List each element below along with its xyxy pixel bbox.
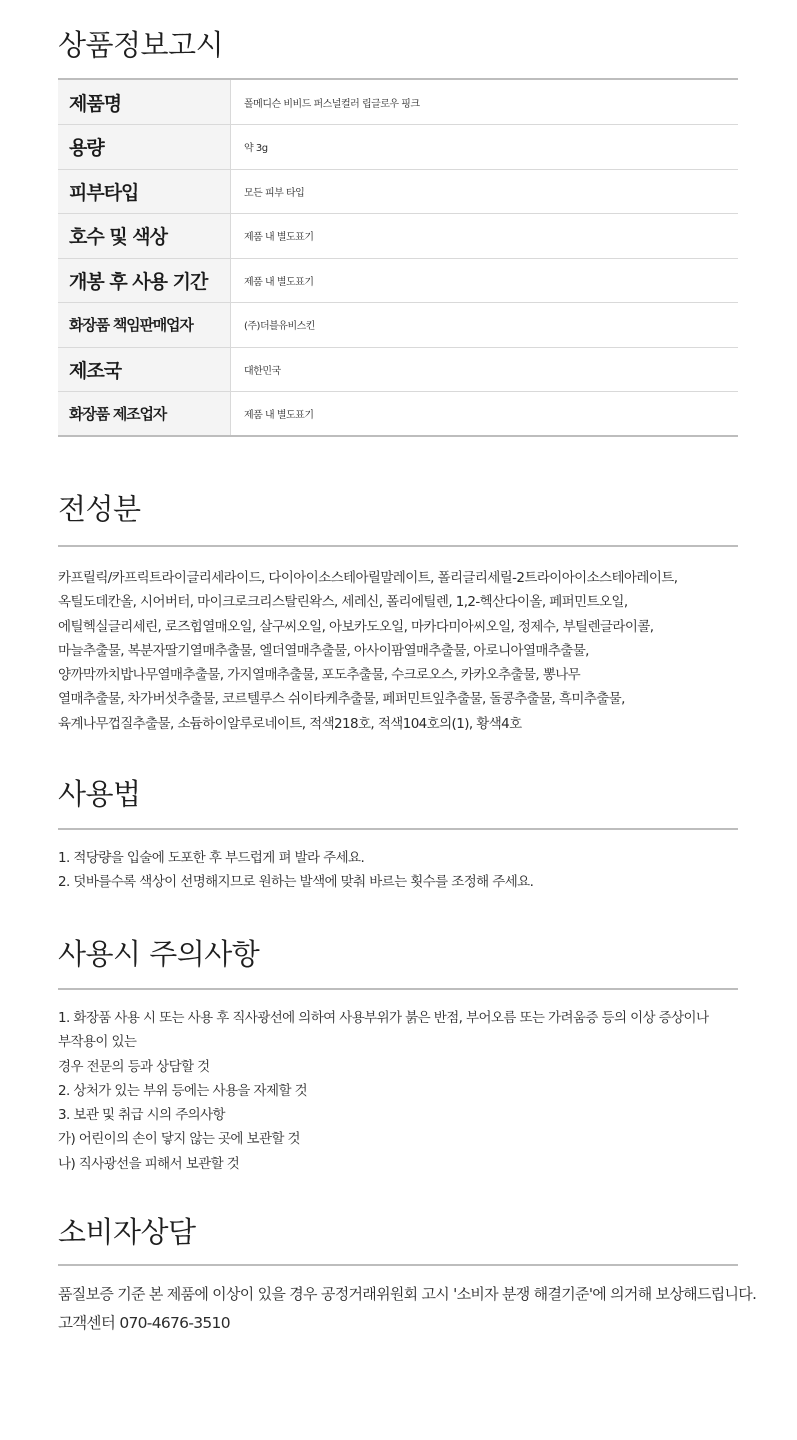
info-value: 제품 내 별도표기 [231, 214, 739, 259]
cautions-line: 나) 직사광선을 피해서 보관할 것 [58, 1155, 240, 1172]
consultation-section [58, 1215, 757, 1332]
usage-line: 2. 덧바를수록 색상이 선명해지므로 원하는 발색에 맞춰 바르는 횟수를 조정해 주세요. [58, 874, 534, 891]
ingredients-line: 마늘추출물, 복분자딸기열매추출물, 엘더열매추출물, 아사이팜열매추출물, 아로니아열매추출물, [58, 642, 589, 659]
info-label: 호수 및 색상 [58, 214, 231, 259]
consultation-rule [58, 1264, 738, 1266]
usage-text [58, 846, 748, 895]
info-value: 제품 내 별도표기 [244, 410, 314, 421]
product-info-title: 상품정보고시 [58, 28, 224, 62]
info-row-capacity [58, 125, 738, 170]
usage-section [58, 777, 738, 891]
cautions-line: 2. 상처가 있는 부위 등에는 사용을 자제할 것 [58, 1082, 308, 1099]
info-row-period-after-opening [58, 258, 738, 303]
info-label: 제품명 [58, 80, 231, 125]
info-label: 화장품 제조업자 [58, 392, 231, 437]
info-label: 피부타입 [58, 169, 231, 214]
product-info-table [58, 80, 738, 437]
info-value: (주)더블유비스킨 [231, 303, 739, 348]
cautions-line: 3. 보관 및 취급 시의 주의사항 [58, 1107, 225, 1124]
info-value: 폴메디슨 비비드 퍼스널컬러 립글로우 핑크 [231, 80, 739, 125]
cautions-line: 부작용이 있는 [58, 1034, 137, 1051]
cautions-line: 가) 어린이의 손이 닿지 않는 곳에 보관할 것 [58, 1131, 301, 1148]
info-value: 제품 내 별도표기 [231, 258, 739, 303]
cautions-line: 1. 화장품 사용 시 또는 사용 후 직사광선에 의하여 사용부위가 붉은 반점, 부어오름 또는 가려움증 등의 이상 증상이나 [58, 1010, 709, 1026]
cautions-rule [58, 988, 738, 990]
ingredients-line: 에틸헥실글리세린, 로즈힙열매오일, 살구씨오일, 아보카도오일, 마카다미아씨오일, 정제수, 부틸렌글라이콜, [58, 618, 654, 635]
cautions-title: 사용시 주의사항 [58, 937, 260, 971]
consultation-line: 고객센터 070-4676-3510 [58, 1314, 230, 1332]
info-row-responsible-seller [58, 303, 738, 348]
info-value: 모든 피부 타입 [231, 169, 739, 214]
usage-title: 사용법 [58, 777, 141, 811]
info-row-product-name [58, 80, 738, 125]
ingredients-rule [58, 545, 738, 547]
ingredients-line: 카프릴릭/카프릭트라이글리세라이드, 다이아이소스테아릴말레이트, 폴리글리세릴-2트라이아이소스테아레이트, [58, 570, 678, 586]
cautions-text [58, 1006, 748, 1176]
usage-line: 1. 적당량을 입술에 도포한 후 부드럽게 펴 발라 주세요. [58, 850, 365, 866]
info-row-country [58, 347, 738, 392]
ingredients-title: 전성분 [58, 492, 141, 526]
cautions-section [58, 937, 738, 1172]
info-row-manufacturer [58, 392, 738, 437]
consultation-title: 소비자상담 [58, 1215, 196, 1249]
ingredients-line: 열매추출물, 차가버섯추출물, 코르텔루스 쉬이타케추출물, 페퍼민트잎추출물, 돌콩추출물, 흑미추출물, [58, 691, 625, 708]
ingredients-line: 양까막까치밥나무열매추출물, 가지열매추출물, 포도추출물, 수크로오스, 카카오추출물, 뽕나무 [58, 667, 581, 684]
consultation-text [58, 1280, 757, 1338]
info-label: 용량 [58, 125, 231, 170]
ingredients-line: 육계나무껍질추출물, 소듐하이알루로네이트, 적색218호, 적색104호의(1), 황색4호 [58, 715, 522, 732]
info-row-skin-type [58, 169, 738, 214]
usage-rule [58, 828, 738, 830]
cautions-line: 경우 전문의 등과 상담할 것 [58, 1058, 210, 1075]
info-row-shade [58, 214, 738, 259]
info-label: 개봉 후 사용 기간 [58, 258, 231, 303]
info-value: 약 3g [231, 125, 739, 170]
ingredients-line: 옥틸도데칸올, 시어버터, 마이크로크리스탈린왁스, 세레신, 폴리에틸렌, 1,2-헥산다이올, 페퍼민트오일, [58, 594, 628, 611]
info-label: 제조국 [58, 347, 231, 392]
product-info-section [58, 28, 738, 423]
info-value: 대한민국 [231, 347, 739, 392]
consultation-line: 품질보증 기준 본 제품에 이상이 있을 경우 공정거래위원회 고시 '소비자 분쟁 해결기준'에 의거해 보상해드립니다. [58, 1285, 757, 1303]
ingredients-text [58, 566, 748, 736]
info-label: 화장품 책임판매업자 [58, 303, 231, 348]
ingredients-section [58, 492, 738, 732]
